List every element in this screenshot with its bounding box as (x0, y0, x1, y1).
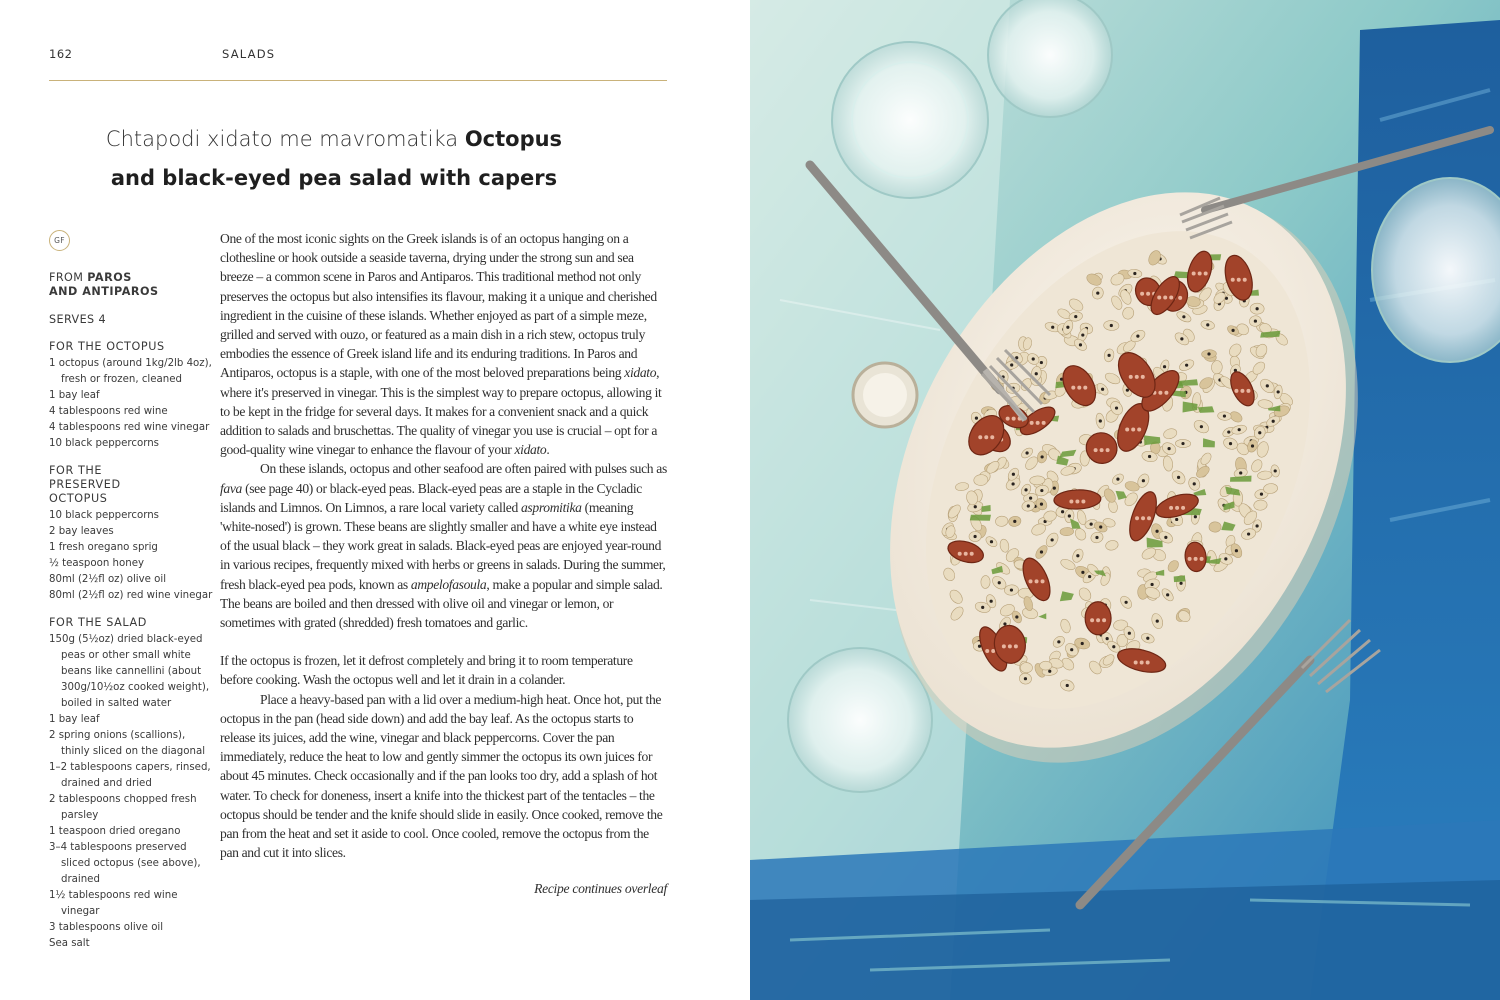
bean-eye (1142, 479, 1145, 482)
photo-illustration (750, 0, 1500, 1000)
bean-eye (1180, 337, 1183, 340)
octopus-sucker (1141, 516, 1145, 520)
octopus-sucker (1002, 644, 1006, 648)
ingredient-item: 2 spring onions (scallions), thinly sliced on the diagonal (49, 730, 206, 757)
octopus-sucker (1141, 375, 1145, 379)
bean-eye (1012, 482, 1015, 485)
octopus-sucker (1192, 272, 1196, 276)
ingredient-item: 2 bay leaves (49, 526, 114, 537)
octopus-sucker (1164, 391, 1168, 395)
recipe-title-english-1: Octopus (464, 127, 563, 151)
bean-eye (1277, 390, 1280, 393)
octopus-sucker (1146, 292, 1150, 296)
octopus-sucker (958, 552, 962, 556)
octopus-sucker (984, 435, 988, 439)
bean-eye (1254, 319, 1257, 322)
bean-eye (1116, 478, 1119, 481)
bean-eye (1081, 571, 1084, 574)
octopus-sucker (1204, 272, 1208, 276)
origin-label: FROM (49, 271, 84, 284)
octopus-sucker (985, 649, 989, 653)
bean-eye (1010, 588, 1013, 591)
bean-eye (1164, 536, 1167, 539)
origin-place-1: PAROS (87, 271, 132, 284)
origin-place-2: AND ANTIPAROS (49, 285, 159, 298)
octopus-sucker (1188, 557, 1192, 561)
ingredient-item: 1 bay leaf (49, 714, 100, 725)
bean-eye (1101, 388, 1104, 391)
bean-eye (1146, 637, 1149, 640)
ingredient-groups (49, 340, 214, 952)
bean-eye (1051, 326, 1054, 329)
serves: SERVES 4 (49, 313, 107, 326)
bean-eye (1223, 414, 1226, 417)
octopus-sucker (1240, 389, 1244, 393)
bean-eye (1107, 354, 1110, 357)
bean-eye (1224, 557, 1227, 560)
bean-eye (1003, 622, 1006, 625)
octopus-sucker (1075, 499, 1079, 503)
octopus-sucker (1030, 421, 1034, 425)
bean-eye (1175, 518, 1178, 521)
octopus-sucker (1198, 272, 1202, 276)
bean-eye (1207, 352, 1210, 355)
bean-eye (1095, 536, 1098, 539)
bean-eye (1012, 473, 1015, 476)
method-paragraph-2: Place a heavy-based pan with a lid over a medium-high heat. Once hot, put the octopus in the pan (head side down) and add the bay leaf. As the octopus starts to release its juices, add the wine, vinegar and black peppercorns. Cover the pan immediately, reduce the heat to low and gently simmer the octopus its own juices for about 45 minutes. Check occasionally and if the pan looks too dry, add a splash of hot water. To check for doneness, insert a knife into the thickest part of the tentacles – the octopus should be tender and the knife should slide in easily. Once cooked, remove the pan from the heat and set it aside to cool. Once cooled, remove the octopus from the pan and cut it into slices. (220, 691, 663, 861)
octopus-sucker (1135, 516, 1139, 520)
recipe-title-english-2: and black-eyed pea salad with capers (110, 166, 558, 190)
intro-text: . (546, 442, 550, 458)
water-glass (832, 42, 988, 198)
bean-eye (1258, 431, 1261, 434)
bean-eye (1163, 365, 1166, 368)
intro-term: ampelofasoula (410, 576, 487, 592)
bean-eye (1239, 471, 1242, 474)
ingredient-item: 3–4 tablespoons preserved sliced octopus (see above), drained (49, 842, 201, 885)
bean-eye (1200, 425, 1203, 428)
ingredient-item: 80ml (2½fl oz) olive oil (49, 574, 167, 585)
bean-eye (1076, 554, 1079, 557)
octopus-sucker (1129, 375, 1133, 379)
octopus-sucker (1100, 448, 1104, 452)
bean-eye (1079, 343, 1082, 346)
bean-eye (1251, 444, 1254, 447)
octopus-sucker (1169, 506, 1173, 510)
intro-text: , where it's preserved in vinegar. This is the simplest way to prepare octopus, allowing it to be kept in the fridge for several days. It makes for a convenient snack and a quick addition to salads and bruschettas. The quality of vinegar you use is crucial – opt for a good-quality wine vinegar to enhance the flavour of your (220, 365, 662, 458)
recipe-title-greek: Chtapodi xidato me mavromatika (105, 127, 459, 151)
bean-eye (1035, 372, 1038, 375)
dish-photo (750, 0, 1500, 1000)
bean-eye (981, 606, 984, 609)
herb-leaf (970, 515, 991, 521)
octopus-sucker (1135, 375, 1139, 379)
octopus-sucker (1042, 421, 1046, 425)
herb-leaf (1174, 575, 1186, 582)
bean-eye (1128, 632, 1131, 635)
gluten-free-badge: GF (49, 230, 70, 251)
octopus-sucker (1147, 516, 1151, 520)
octopus-sucker (978, 435, 982, 439)
bean-eye (1051, 538, 1054, 541)
octopus-sucker (1137, 427, 1141, 431)
octopus-sucker (1071, 386, 1075, 390)
continues-note: Recipe continues overleaf (534, 881, 667, 896)
octopus-sucker (1181, 506, 1185, 510)
bean-eye (1182, 315, 1185, 318)
intro-term: xidato (624, 365, 657, 381)
bean-eye (1088, 575, 1091, 578)
ingredient-item: 4 tablespoons red wine vinegar (49, 422, 210, 433)
bean-eye (990, 600, 993, 603)
octopus-sucker (1243, 278, 1247, 282)
bean-eye (1235, 549, 1238, 552)
octopus-sucker (1096, 618, 1100, 622)
bean-eye (1193, 482, 1196, 485)
bean-eye (1247, 532, 1250, 535)
octopus-sucker (1036, 421, 1040, 425)
octopus-sucker (964, 552, 968, 556)
header-rule (49, 80, 667, 81)
octopus-sucker (1035, 579, 1039, 583)
octopus-sucker (990, 435, 994, 439)
bean-eye (1041, 455, 1044, 458)
bean-eye (1256, 307, 1259, 310)
octopus-sucker (1178, 296, 1182, 300)
octopus-sucker (1006, 417, 1010, 421)
octopus-sucker (1029, 579, 1033, 583)
bean-eye (1272, 420, 1275, 423)
ingredient-group-heading: FOR THE PRESERVED OCTOPUS (49, 464, 121, 505)
bean-eye (1010, 363, 1013, 366)
octopus-sucker (1146, 661, 1150, 665)
intro-paragraph-2 (220, 459, 667, 632)
octopus-sucker (1041, 579, 1045, 583)
octopus-sucker (1094, 448, 1098, 452)
ingredient-item: 1 bay leaf (49, 390, 100, 401)
bottle-cap-icon (853, 363, 917, 427)
intro-paragraph-1 (220, 229, 667, 459)
octopus-sucker (1106, 448, 1110, 452)
ingredient-item: 2 tablespoons chopped fresh parsley (49, 794, 197, 821)
ingredient-list (49, 356, 214, 452)
bean-eye (1112, 645, 1115, 648)
intro-text: , make a popular and simple salad. The beans are boiled and then dressed with olive oil and vinegar or lemon, or sometimes with grated (shredded) fresh tomatoes and garlic. (220, 576, 663, 631)
intro-text: (meaning 'white-nosed') is grown. These beans are slightly smaller and have a white eye instead of the usual black – they work great in salads. Black-eyed peas are enjoyed year-round in various recipes, frequently mixed with herbs or greens in salads. During the summer, fresh black-eyed pea pods, known as (220, 499, 666, 592)
bean-eye (1099, 419, 1102, 422)
octopus-sucker (1077, 386, 1081, 390)
ingredient-item: 1 octopus (around 1kg/2lb 4oz), fresh or frozen, cleaned (49, 358, 212, 385)
octopus-sucker (1083, 386, 1087, 390)
ingredients-sidebar (49, 271, 214, 952)
bean-eye (1227, 430, 1230, 433)
bean-eye (1015, 615, 1018, 618)
bean-eye (1166, 593, 1169, 596)
bean-eye (1066, 326, 1069, 329)
bean-eye (1185, 364, 1188, 367)
bean-eye (1024, 677, 1027, 680)
bean-eye (1151, 583, 1154, 586)
bean-eye (1081, 333, 1084, 336)
bean-eye (1013, 520, 1016, 523)
bean-eye (998, 581, 1001, 584)
octopus-sucker (1231, 278, 1235, 282)
octopus-sucker (1069, 499, 1073, 503)
ingredient-group-heading: FOR THE OCTOPUS (49, 340, 165, 353)
intro-text: On these islands, octopus and other seafood are often paired with pulses such as (260, 461, 667, 477)
bean-eye (1148, 455, 1151, 458)
octopus-sucker (1140, 661, 1144, 665)
intro-term: fava (220, 480, 243, 496)
bean-eye (1090, 523, 1093, 526)
bean (1209, 522, 1222, 533)
ingredient-item: 150g (5½oz) dried black-eyed peas or other small white beans like cannellini (about 300g/10½oz cooked weight), boiled in salted water (49, 634, 210, 709)
bean-eye (1027, 504, 1030, 507)
bean-eye (1194, 515, 1197, 518)
ingredient-group-heading: FOR THE SALAD (49, 616, 147, 629)
ingredient-item: Sea salt (49, 938, 90, 949)
intro-text: One of the most iconic sights on the Greek islands is of an octopus hanging on a clothesline or hook outside a seaside taverna, drying under the strong sun and sea breeze – a common scene in Paros and Antiparos. This traditional method not only preserves the octopus but also intensifies its flavour, making it a unique and cherished ingredient in the cuisine of these islands. Whether enjoyed as part of a simple meze, grilled and served with ouzo, or featured as a main dish in a rich stew, octopus truly embodies the essence of Greek island life and its enduring traditions. In Paros and Antiparos, octopus is a staple, with one of the most beloved preparations being (220, 231, 657, 381)
octopus-sucker (1125, 427, 1129, 431)
octopus-sucker (1157, 296, 1161, 300)
octopus-sucker (1140, 292, 1144, 296)
octopus-sucker (1090, 618, 1094, 622)
bean-eye (1115, 406, 1118, 409)
bean-eye (1155, 530, 1158, 533)
ingredient-item: 1 fresh oregano sprig (49, 542, 158, 553)
bean-eye (1040, 489, 1043, 492)
bean-eye (1040, 503, 1043, 506)
bean-eye (1074, 315, 1077, 318)
ingredient-list (49, 632, 214, 952)
bean-eye (975, 417, 978, 420)
water-glass (788, 648, 932, 792)
ingredient-item: 1 teaspoon dried oregano (49, 826, 181, 837)
octopus-sucker (1169, 296, 1173, 300)
bean-eye (1229, 442, 1232, 445)
recipe-title (49, 120, 619, 198)
bean-eye (1068, 514, 1071, 517)
bean-eye (1125, 601, 1128, 604)
bean-eye (1081, 642, 1084, 645)
page-number: 162 (49, 47, 73, 61)
bean (1040, 661, 1052, 670)
bean-eye (1238, 428, 1241, 431)
bean-eye (1029, 497, 1032, 500)
recipe-origin (49, 271, 214, 299)
octopus-sucker (1158, 391, 1162, 395)
intro-term: aspromitika (520, 499, 582, 515)
octopus-sucker (1163, 296, 1167, 300)
section-title: SALADS (222, 47, 276, 61)
ingredient-item: 3 tablespoons olive oil (49, 922, 164, 933)
bean (981, 575, 991, 588)
method-paragraph-1: If the octopus is frozen, let it defrost completely and bring it to room temperature before cooking. Wash the octopus well and let it drain in a colander. (220, 653, 633, 688)
octopus-sucker (1012, 417, 1016, 421)
octopus-sucker (1175, 506, 1179, 510)
bean-eye (1057, 640, 1060, 643)
ingredient-item: ½ teaspoon honey (49, 558, 144, 569)
bean-eye (1061, 510, 1064, 513)
bean-eye (1179, 582, 1182, 585)
bean-eye (973, 535, 976, 538)
bean-eye (1024, 488, 1027, 491)
octopus-sucker (1081, 499, 1085, 503)
ingredient-item: 1–2 tablespoons capers, rinsed, drained and dried (49, 762, 211, 789)
bean-eye (1255, 524, 1258, 527)
bean-eye (1048, 670, 1051, 673)
octopus-sucker (1008, 644, 1012, 648)
bean-eye (1167, 447, 1170, 450)
bean-eye (1136, 334, 1139, 337)
bean-eye (1274, 469, 1277, 472)
bean-eye (1040, 361, 1043, 364)
ingredient-item: 10 black peppercorns (49, 438, 159, 449)
intro-term: xidato (514, 442, 547, 458)
bean-eye (1110, 324, 1113, 327)
bean-eye (990, 540, 993, 543)
octopus-sucker (1200, 557, 1204, 561)
octopus-sucker (1102, 618, 1106, 622)
recipe-text (220, 229, 667, 863)
bean-eye (1260, 493, 1263, 496)
intro-text: (see page 40) or black-eyed peas. Black-eyed peas are a staple in the Cycladic islands and Limnos. On Limnos, a rare local variety called (220, 480, 642, 515)
bean-eye (1096, 291, 1099, 294)
bean-eye (1070, 648, 1073, 651)
bean-eye (1106, 637, 1109, 640)
ingredient-list (49, 508, 214, 604)
bean-eye (1156, 619, 1159, 622)
bean-eye (1266, 384, 1269, 387)
octopus-sucker (1246, 389, 1250, 393)
octopus-sucker (1134, 661, 1138, 665)
bean-eye (1181, 442, 1184, 445)
ingredient-item: 1½ tablespoons red wine vinegar (49, 890, 178, 917)
bean-eye (1025, 451, 1028, 454)
ingredient-item: 4 tablespoons red wine (49, 406, 168, 417)
bean (1020, 662, 1033, 673)
bean-eye (1206, 323, 1209, 326)
octopus-sucker (1234, 389, 1238, 393)
octopus-sucker (1131, 427, 1135, 431)
octopus-sucker (1194, 557, 1198, 561)
ingredient-item: 80ml (2½fl oz) red wine vinegar (49, 590, 213, 601)
bean-eye (1177, 476, 1180, 479)
water-glass (988, 0, 1112, 117)
ingredient-item: 10 black peppercorns (49, 510, 159, 521)
bean-eye (1053, 487, 1056, 490)
octopus-sucker (970, 552, 974, 556)
bean-eye (974, 505, 977, 508)
octopus-sucker (1237, 278, 1241, 282)
bean-eye (1066, 684, 1069, 687)
octopus-sucker (1014, 644, 1018, 648)
bean-eye (1032, 357, 1035, 360)
bean-eye (1133, 272, 1136, 275)
bean-eye (1040, 550, 1043, 553)
bean-eye (1231, 329, 1234, 332)
bean-eye (1099, 525, 1102, 528)
